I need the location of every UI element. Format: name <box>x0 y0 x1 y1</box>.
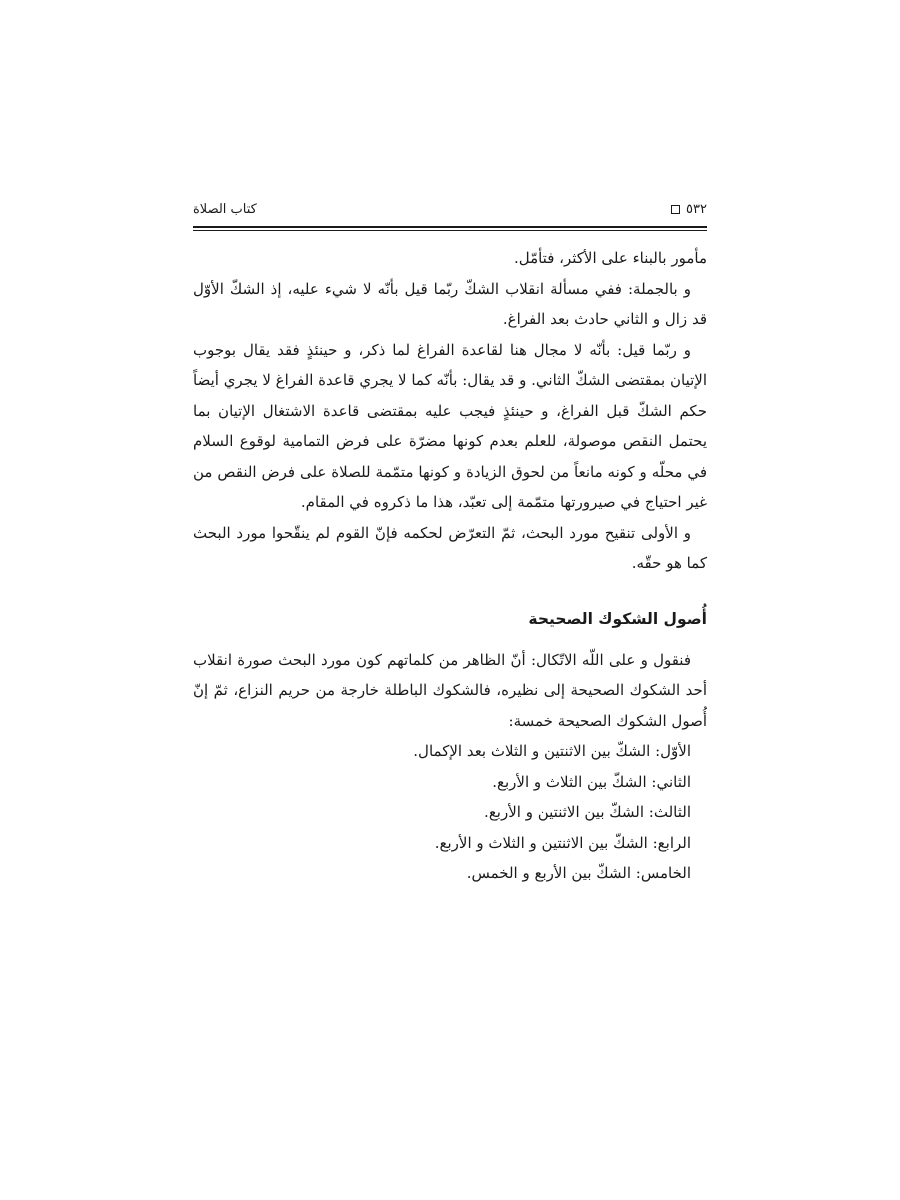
section-body <box>193 645 707 737</box>
header-rule-thick <box>193 226 707 228</box>
paragraph: و ربّما قيل: بأنّه لا مجال هنا لقاعدة الفراغ لما ذكر، و حينئذٍ فقد يقال بوجوب الإتيان بمقتضى الشكّ الثاني. و قد يقال: بأنّه كما لا يجري قاعدة الفراغ لا يجري أيضاً حكم الشكّ قبل الفراغ، و حينئذٍ فيجب عليه بمقتضى قاعدة الاشتغال الإتيان بما يحتمل النقص موصولة، للعلم بعدم كونها مضرّة على فرض التمامية لوقوع السلام في محلّه و كونه مانعاً من لحوق الزيادة و كونها متمّمة للصلاة على فرض النقص من غير احتياج في صيرورتها متمّمة إلى تعبّد، هذا ما ذكروه في المقام. <box>193 340 707 511</box>
running-header <box>193 196 707 222</box>
book-page <box>193 196 707 889</box>
list-item: الأوّل: الشكّ بين الاثنتين و الثلاث بعد الإكمال. <box>413 742 691 760</box>
section-paragraph: فنقول و على اللّه الاتّكال: أنّ الظاهر من كلماتهم كون مورد البحث صورة انقلاب أحد الشكوك الصحيحة إلى نظيره، فالشكوك الباطلة خارجة من حريم النزاع، ثمّ إنّ أُصول الشكوك الصحيحة خمسة: <box>193 650 707 730</box>
book-title: كتاب الصلاة <box>193 201 257 217</box>
square-marker-icon <box>671 205 680 214</box>
doubts-list <box>193 736 707 889</box>
list-item: الثالث: الشكّ بين الاثنتين و الأربع. <box>484 803 691 821</box>
paragraph: و الأولى تنقيح مورد البحث، ثمّ التعرّض لحكمه فإنّ القوم لم ينقّحوا مورد البحث كما هو حقّه. <box>193 523 707 572</box>
list-item: الثاني: الشكّ بين الثلاث و الأربع. <box>492 772 691 791</box>
page-number-group <box>671 202 707 217</box>
body-text <box>193 243 707 579</box>
section-heading: أُصول الشكوك الصحيحة <box>528 609 707 628</box>
list-item: الرابع: الشكّ بين الاثنتين و الثلاث و الأربع. <box>434 833 691 852</box>
paragraph: مأمور بالبناء على الأكثر، فتأمّل. <box>513 249 707 267</box>
list-item: الخامس: الشكّ بين الأربع و الخمس. <box>466 864 691 882</box>
header-rule-thin <box>193 230 707 231</box>
page-number: ٥٣٢ <box>686 201 707 217</box>
paragraph: و بالجملة: ففي مسألة انقلاب الشكّ ربّما قيل بأنّه لا شيء عليه، إذ الشكّ الأوّل قد زال و الثاني حادث بعد الفراغ. <box>193 279 707 328</box>
